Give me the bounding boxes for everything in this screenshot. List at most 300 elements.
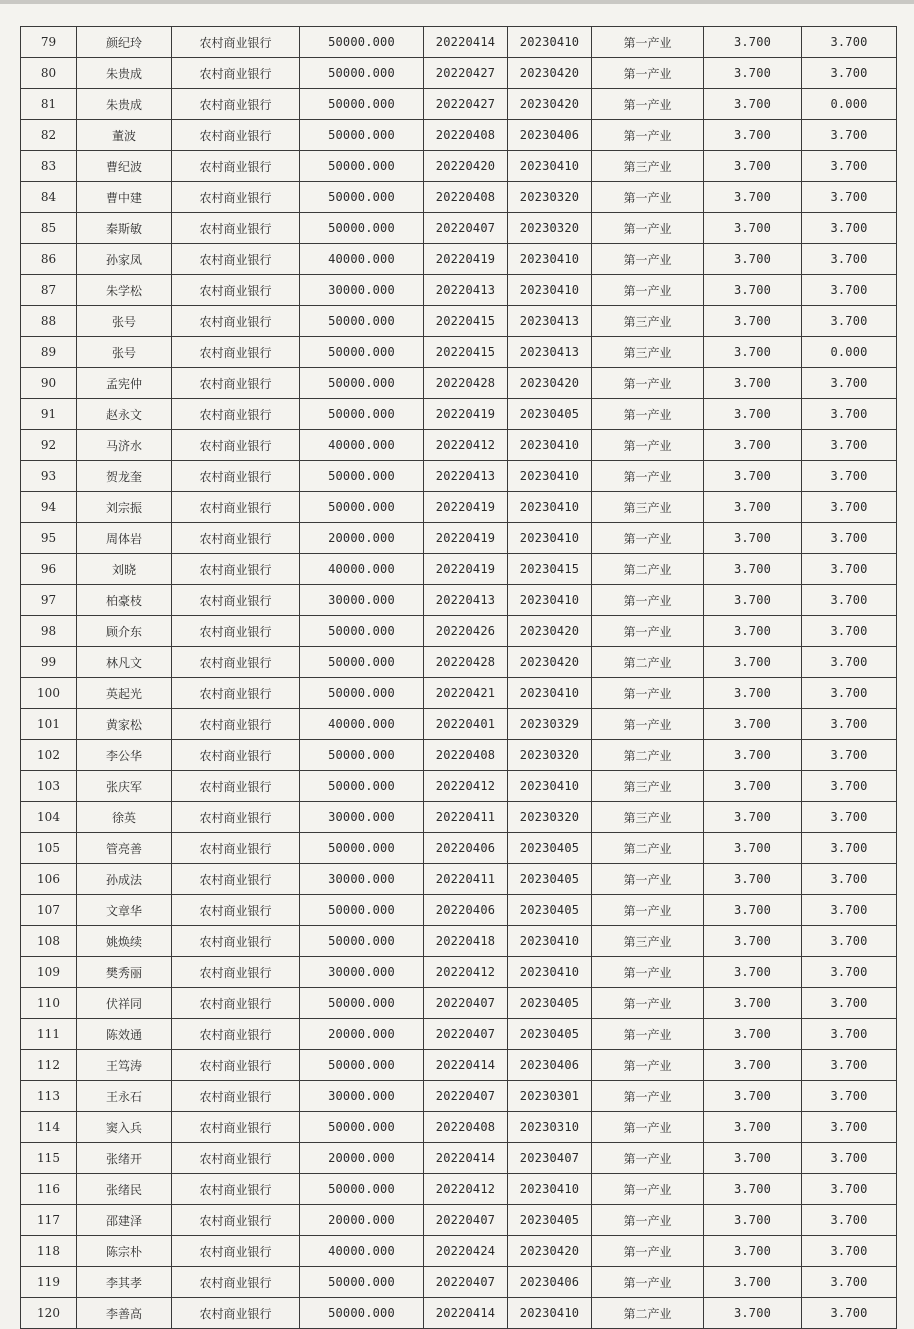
industry-type-cell: 第一产业 — [592, 988, 704, 1019]
row-number-cell: 114 — [21, 1112, 77, 1143]
subsidy-rate-cell: 0.000 — [802, 337, 897, 368]
subsidy-rate-cell: 0.000 — [802, 89, 897, 120]
end-date-cell: 20230420 — [508, 1236, 592, 1267]
subsidy-rate-cell: 3.700 — [802, 895, 897, 926]
row-number-cell: 86 — [21, 244, 77, 275]
subsidy-rate-cell: 3.700 — [802, 492, 897, 523]
row-number-cell: 88 — [21, 306, 77, 337]
interest-rate-cell: 3.700 — [704, 864, 802, 895]
interest-rate-cell: 3.700 — [704, 740, 802, 771]
table-row — [21, 523, 897, 554]
start-date-cell: 20220419 — [424, 523, 508, 554]
end-date-cell: 20230410 — [508, 27, 592, 58]
industry-type-cell: 第一产业 — [592, 58, 704, 89]
table-row — [21, 833, 897, 864]
table-row — [21, 213, 897, 244]
interest-rate-cell: 3.700 — [704, 1174, 802, 1205]
bank-name-cell: 农村商业银行 — [172, 988, 300, 1019]
table-row — [21, 1174, 897, 1205]
bank-name-cell: 农村商业银行 — [172, 461, 300, 492]
industry-type-cell: 第三产业 — [592, 151, 704, 182]
industry-type-cell: 第一产业 — [592, 1019, 704, 1050]
bank-name-cell: 农村商业银行 — [172, 1143, 300, 1174]
bank-name-cell: 农村商业银行 — [172, 1112, 300, 1143]
borrower-name-cell: 张号 — [77, 306, 172, 337]
loan-amount-cell: 30000.000 — [300, 957, 424, 988]
row-number-cell: 97 — [21, 585, 77, 616]
borrower-name-cell: 窦入兵 — [77, 1112, 172, 1143]
bank-name-cell: 农村商业银行 — [172, 244, 300, 275]
end-date-cell: 20230410 — [508, 275, 592, 306]
subsidy-rate-cell: 3.700 — [802, 430, 897, 461]
industry-type-cell: 第一产业 — [592, 244, 704, 275]
start-date-cell: 20220419 — [424, 554, 508, 585]
row-number-cell: 96 — [21, 554, 77, 585]
table-row — [21, 337, 897, 368]
loan-amount-cell: 50000.000 — [300, 120, 424, 151]
row-number-cell: 118 — [21, 1236, 77, 1267]
start-date-cell: 20220414 — [424, 1298, 508, 1329]
subsidy-rate-cell: 3.700 — [802, 771, 897, 802]
row-number-cell: 91 — [21, 399, 77, 430]
loan-amount-cell: 40000.000 — [300, 709, 424, 740]
end-date-cell: 20230329 — [508, 709, 592, 740]
bank-name-cell: 农村商业银行 — [172, 802, 300, 833]
start-date-cell: 20220414 — [424, 27, 508, 58]
end-date-cell: 20230320 — [508, 213, 592, 244]
industry-type-cell: 第一产业 — [592, 368, 704, 399]
bank-name-cell: 农村商业银行 — [172, 275, 300, 306]
end-date-cell: 20230320 — [508, 740, 592, 771]
loan-amount-cell: 50000.000 — [300, 368, 424, 399]
bank-name-cell: 农村商业银行 — [172, 957, 300, 988]
subsidy-rate-cell: 3.700 — [802, 275, 897, 306]
interest-rate-cell: 3.700 — [704, 27, 802, 58]
loan-amount-cell: 50000.000 — [300, 833, 424, 864]
end-date-cell: 20230406 — [508, 1267, 592, 1298]
loan-amount-cell: 50000.000 — [300, 1174, 424, 1205]
row-number-cell: 112 — [21, 1050, 77, 1081]
end-date-cell: 20230405 — [508, 1205, 592, 1236]
borrower-name-cell: 陈宗朴 — [77, 1236, 172, 1267]
table-row — [21, 182, 897, 213]
interest-rate-cell: 3.700 — [704, 1112, 802, 1143]
interest-rate-cell: 3.700 — [704, 306, 802, 337]
table-row — [21, 1081, 897, 1112]
subsidy-rate-cell: 3.700 — [802, 1267, 897, 1298]
interest-rate-cell: 3.700 — [704, 957, 802, 988]
start-date-cell: 20220418 — [424, 926, 508, 957]
borrower-name-cell: 樊秀丽 — [77, 957, 172, 988]
loan-amount-cell: 50000.000 — [300, 1112, 424, 1143]
table-row — [21, 864, 897, 895]
subsidy-rate-cell: 3.700 — [802, 957, 897, 988]
table-row — [21, 1112, 897, 1143]
industry-type-cell: 第一产业 — [592, 1205, 704, 1236]
loan-amount-cell: 50000.000 — [300, 895, 424, 926]
loan-amount-cell: 50000.000 — [300, 306, 424, 337]
interest-rate-cell: 3.700 — [704, 585, 802, 616]
end-date-cell: 20230301 — [508, 1081, 592, 1112]
start-date-cell: 20220407 — [424, 1019, 508, 1050]
interest-rate-cell: 3.700 — [704, 1205, 802, 1236]
interest-rate-cell: 3.700 — [704, 399, 802, 430]
bank-name-cell: 农村商业银行 — [172, 864, 300, 895]
start-date-cell: 20220412 — [424, 771, 508, 802]
table-row — [21, 926, 897, 957]
end-date-cell: 20230410 — [508, 430, 592, 461]
start-date-cell: 20220401 — [424, 709, 508, 740]
subsidy-rate-cell: 3.700 — [802, 58, 897, 89]
industry-type-cell: 第一产业 — [592, 27, 704, 58]
industry-type-cell: 第一产业 — [592, 709, 704, 740]
loan-amount-cell: 30000.000 — [300, 802, 424, 833]
interest-rate-cell: 3.700 — [704, 988, 802, 1019]
interest-rate-cell: 3.700 — [704, 275, 802, 306]
loan-amount-cell: 20000.000 — [300, 1205, 424, 1236]
subsidy-rate-cell: 3.700 — [802, 616, 897, 647]
interest-rate-cell: 3.700 — [704, 368, 802, 399]
interest-rate-cell: 3.700 — [704, 833, 802, 864]
loan-amount-cell: 50000.000 — [300, 89, 424, 120]
bank-name-cell: 农村商业银行 — [172, 89, 300, 120]
table-row — [21, 306, 897, 337]
borrower-name-cell: 朱学松 — [77, 275, 172, 306]
row-number-cell: 107 — [21, 895, 77, 926]
row-number-cell: 102 — [21, 740, 77, 771]
end-date-cell: 20230410 — [508, 492, 592, 523]
table-row — [21, 1298, 897, 1329]
industry-type-cell: 第一产业 — [592, 1112, 704, 1143]
loan-amount-cell: 50000.000 — [300, 771, 424, 802]
bank-name-cell: 农村商业银行 — [172, 368, 300, 399]
industry-type-cell: 第一产业 — [592, 1174, 704, 1205]
interest-rate-cell: 3.700 — [704, 802, 802, 833]
loan-amount-cell: 50000.000 — [300, 1267, 424, 1298]
industry-type-cell: 第一产业 — [592, 864, 704, 895]
end-date-cell: 20230320 — [508, 182, 592, 213]
row-number-cell: 100 — [21, 678, 77, 709]
table-row — [21, 678, 897, 709]
subsidy-rate-cell: 3.700 — [802, 802, 897, 833]
end-date-cell: 20230406 — [508, 1050, 592, 1081]
end-date-cell: 20230405 — [508, 833, 592, 864]
interest-rate-cell: 3.700 — [704, 647, 802, 678]
table-row — [21, 895, 897, 926]
subsidy-rate-cell: 3.700 — [802, 213, 897, 244]
row-number-cell: 108 — [21, 926, 77, 957]
start-date-cell: 20220413 — [424, 275, 508, 306]
loan-amount-cell: 50000.000 — [300, 58, 424, 89]
subsidy-rate-cell: 3.700 — [802, 1174, 897, 1205]
borrower-name-cell: 张庆军 — [77, 771, 172, 802]
end-date-cell: 20230420 — [508, 616, 592, 647]
interest-rate-cell: 3.700 — [704, 616, 802, 647]
industry-type-cell: 第一产业 — [592, 523, 704, 554]
bank-name-cell: 农村商业银行 — [172, 740, 300, 771]
start-date-cell: 20220408 — [424, 182, 508, 213]
end-date-cell: 20230413 — [508, 337, 592, 368]
borrower-name-cell: 陈效通 — [77, 1019, 172, 1050]
interest-rate-cell: 3.700 — [704, 430, 802, 461]
row-number-cell: 113 — [21, 1081, 77, 1112]
industry-type-cell: 第一产业 — [592, 182, 704, 213]
table-row — [21, 399, 897, 430]
row-number-cell: 95 — [21, 523, 77, 554]
interest-rate-cell: 3.700 — [704, 337, 802, 368]
end-date-cell: 20230410 — [508, 957, 592, 988]
end-date-cell: 20230405 — [508, 864, 592, 895]
interest-rate-cell: 3.700 — [704, 151, 802, 182]
bank-name-cell: 农村商业银行 — [172, 213, 300, 244]
table-row — [21, 1143, 897, 1174]
start-date-cell: 20220426 — [424, 616, 508, 647]
subsidy-rate-cell: 3.700 — [802, 306, 897, 337]
loan-amount-cell: 50000.000 — [300, 337, 424, 368]
interest-rate-cell: 3.700 — [704, 213, 802, 244]
industry-type-cell: 第二产业 — [592, 647, 704, 678]
bank-name-cell: 农村商业银行 — [172, 678, 300, 709]
industry-type-cell: 第一产业 — [592, 1143, 704, 1174]
subsidy-rate-cell: 3.700 — [802, 740, 897, 771]
row-number-cell: 105 — [21, 833, 77, 864]
start-date-cell: 20220406 — [424, 895, 508, 926]
subsidy-rate-cell: 3.700 — [802, 1112, 897, 1143]
industry-type-cell: 第一产业 — [592, 213, 704, 244]
interest-rate-cell: 3.700 — [704, 709, 802, 740]
row-number-cell: 115 — [21, 1143, 77, 1174]
table-row — [21, 275, 897, 306]
end-date-cell: 20230420 — [508, 368, 592, 399]
table-row — [21, 585, 897, 616]
table-row — [21, 89, 897, 120]
bank-name-cell: 农村商业银行 — [172, 1050, 300, 1081]
row-number-cell: 99 — [21, 647, 77, 678]
borrower-name-cell: 贺龙奎 — [77, 461, 172, 492]
start-date-cell: 20220419 — [424, 244, 508, 275]
start-date-cell: 20220421 — [424, 678, 508, 709]
bank-name-cell: 农村商业银行 — [172, 1081, 300, 1112]
industry-type-cell: 第一产业 — [592, 120, 704, 151]
subsidy-rate-cell: 3.700 — [802, 1236, 897, 1267]
bank-name-cell: 农村商业银行 — [172, 430, 300, 461]
industry-type-cell: 第一产业 — [592, 678, 704, 709]
interest-rate-cell: 3.700 — [704, 554, 802, 585]
loan-table — [20, 26, 897, 1329]
subsidy-rate-cell: 3.700 — [802, 647, 897, 678]
industry-type-cell: 第二产业 — [592, 833, 704, 864]
borrower-name-cell: 颜纪玲 — [77, 27, 172, 58]
start-date-cell: 20220427 — [424, 89, 508, 120]
end-date-cell: 20230410 — [508, 678, 592, 709]
borrower-name-cell: 李公华 — [77, 740, 172, 771]
loan-amount-cell: 50000.000 — [300, 678, 424, 709]
industry-type-cell: 第一产业 — [592, 430, 704, 461]
loan-amount-cell: 50000.000 — [300, 926, 424, 957]
subsidy-rate-cell: 3.700 — [802, 926, 897, 957]
end-date-cell: 20230420 — [508, 89, 592, 120]
end-date-cell: 20230413 — [508, 306, 592, 337]
page-top-edge — [0, 0, 914, 4]
bank-name-cell: 农村商业银行 — [172, 182, 300, 213]
end-date-cell: 20230410 — [508, 151, 592, 182]
table-row — [21, 151, 897, 182]
borrower-name-cell: 赵永文 — [77, 399, 172, 430]
start-date-cell: 20220414 — [424, 1143, 508, 1174]
start-date-cell: 20220427 — [424, 58, 508, 89]
industry-type-cell: 第一产业 — [592, 399, 704, 430]
bank-name-cell: 农村商业银行 — [172, 1236, 300, 1267]
industry-type-cell: 第二产业 — [592, 740, 704, 771]
borrower-name-cell: 孟宪仲 — [77, 368, 172, 399]
bank-name-cell: 农村商业银行 — [172, 1019, 300, 1050]
end-date-cell: 20230410 — [508, 244, 592, 275]
borrower-name-cell: 董波 — [77, 120, 172, 151]
subsidy-rate-cell: 3.700 — [802, 1050, 897, 1081]
industry-type-cell: 第二产业 — [592, 1298, 704, 1329]
borrower-name-cell: 李其孝 — [77, 1267, 172, 1298]
borrower-name-cell: 张绪开 — [77, 1143, 172, 1174]
table-row — [21, 120, 897, 151]
table-row — [21, 27, 897, 58]
row-number-cell: 119 — [21, 1267, 77, 1298]
loan-amount-cell: 40000.000 — [300, 430, 424, 461]
loan-amount-cell: 50000.000 — [300, 213, 424, 244]
table-row — [21, 802, 897, 833]
end-date-cell: 20230420 — [508, 58, 592, 89]
row-number-cell: 101 — [21, 709, 77, 740]
table-row — [21, 647, 897, 678]
start-date-cell: 20220413 — [424, 585, 508, 616]
table-row — [21, 492, 897, 523]
table-row — [21, 1236, 897, 1267]
borrower-name-cell: 马济水 — [77, 430, 172, 461]
loan-amount-cell: 50000.000 — [300, 461, 424, 492]
subsidy-rate-cell: 3.700 — [802, 678, 897, 709]
start-date-cell: 20220412 — [424, 957, 508, 988]
row-number-cell: 90 — [21, 368, 77, 399]
bank-name-cell: 农村商业银行 — [172, 1267, 300, 1298]
start-date-cell: 20220420 — [424, 151, 508, 182]
end-date-cell: 20230415 — [508, 554, 592, 585]
row-number-cell: 89 — [21, 337, 77, 368]
table-row — [21, 1205, 897, 1236]
industry-type-cell: 第一产业 — [592, 1236, 704, 1267]
borrower-name-cell: 李善高 — [77, 1298, 172, 1329]
end-date-cell: 20230410 — [508, 461, 592, 492]
bank-name-cell: 农村商业银行 — [172, 120, 300, 151]
industry-type-cell: 第三产业 — [592, 337, 704, 368]
subsidy-rate-cell: 3.700 — [802, 988, 897, 1019]
borrower-name-cell: 文章华 — [77, 895, 172, 926]
start-date-cell: 20220407 — [424, 1205, 508, 1236]
bank-name-cell: 农村商业银行 — [172, 151, 300, 182]
interest-rate-cell: 3.700 — [704, 678, 802, 709]
interest-rate-cell: 3.700 — [704, 895, 802, 926]
bank-name-cell: 农村商业银行 — [172, 523, 300, 554]
row-number-cell: 116 — [21, 1174, 77, 1205]
subsidy-rate-cell: 3.700 — [802, 554, 897, 585]
end-date-cell: 20230410 — [508, 771, 592, 802]
loan-amount-cell: 30000.000 — [300, 1081, 424, 1112]
bank-name-cell: 农村商业银行 — [172, 554, 300, 585]
bank-name-cell: 农村商业银行 — [172, 1174, 300, 1205]
borrower-name-cell: 管亮善 — [77, 833, 172, 864]
borrower-name-cell: 曹中建 — [77, 182, 172, 213]
bank-name-cell: 农村商业银行 — [172, 709, 300, 740]
table-row — [21, 988, 897, 1019]
industry-type-cell: 第一产业 — [592, 1267, 704, 1298]
end-date-cell: 20230410 — [508, 1174, 592, 1205]
subsidy-rate-cell: 3.700 — [802, 182, 897, 213]
interest-rate-cell: 3.700 — [704, 461, 802, 492]
loan-amount-cell: 50000.000 — [300, 1298, 424, 1329]
end-date-cell: 20230410 — [508, 585, 592, 616]
bank-name-cell: 农村商业银行 — [172, 895, 300, 926]
borrower-name-cell: 周体岩 — [77, 523, 172, 554]
interest-rate-cell: 3.700 — [704, 523, 802, 554]
industry-type-cell: 第三产业 — [592, 306, 704, 337]
table-body — [21, 27, 897, 1329]
row-number-cell: 81 — [21, 89, 77, 120]
loan-amount-cell: 50000.000 — [300, 151, 424, 182]
borrower-name-cell: 林凡文 — [77, 647, 172, 678]
table-row — [21, 740, 897, 771]
borrower-name-cell: 朱贵成 — [77, 89, 172, 120]
industry-type-cell: 第一产业 — [592, 1050, 704, 1081]
end-date-cell: 20230405 — [508, 399, 592, 430]
table-row — [21, 616, 897, 647]
interest-rate-cell: 3.700 — [704, 492, 802, 523]
borrower-name-cell: 英起光 — [77, 678, 172, 709]
loan-amount-cell: 50000.000 — [300, 740, 424, 771]
interest-rate-cell: 3.700 — [704, 1267, 802, 1298]
borrower-name-cell: 张绪民 — [77, 1174, 172, 1205]
interest-rate-cell: 3.700 — [704, 1019, 802, 1050]
borrower-name-cell: 孙成法 — [77, 864, 172, 895]
row-number-cell: 87 — [21, 275, 77, 306]
bank-name-cell: 农村商业银行 — [172, 926, 300, 957]
row-number-cell: 111 — [21, 1019, 77, 1050]
interest-rate-cell: 3.700 — [704, 58, 802, 89]
borrower-name-cell: 邵建泽 — [77, 1205, 172, 1236]
loan-amount-cell: 20000.000 — [300, 523, 424, 554]
end-date-cell: 20230410 — [508, 523, 592, 554]
start-date-cell: 20220415 — [424, 306, 508, 337]
start-date-cell: 20220412 — [424, 1174, 508, 1205]
industry-type-cell: 第一产业 — [592, 275, 704, 306]
loan-amount-cell: 50000.000 — [300, 399, 424, 430]
subsidy-rate-cell: 3.700 — [802, 833, 897, 864]
end-date-cell: 20230406 — [508, 120, 592, 151]
start-date-cell: 20220407 — [424, 1081, 508, 1112]
subsidy-rate-cell: 3.700 — [802, 1081, 897, 1112]
borrower-name-cell: 黄家松 — [77, 709, 172, 740]
start-date-cell: 20220407 — [424, 213, 508, 244]
row-number-cell: 83 — [21, 151, 77, 182]
row-number-cell: 79 — [21, 27, 77, 58]
row-number-cell: 109 — [21, 957, 77, 988]
subsidy-rate-cell: 3.700 — [802, 1019, 897, 1050]
borrower-name-cell: 王笃涛 — [77, 1050, 172, 1081]
row-number-cell: 103 — [21, 771, 77, 802]
industry-type-cell: 第一产业 — [592, 895, 704, 926]
start-date-cell: 20220407 — [424, 988, 508, 1019]
loan-amount-cell: 30000.000 — [300, 585, 424, 616]
borrower-name-cell: 秦斯敏 — [77, 213, 172, 244]
start-date-cell: 20220428 — [424, 647, 508, 678]
row-number-cell: 117 — [21, 1205, 77, 1236]
